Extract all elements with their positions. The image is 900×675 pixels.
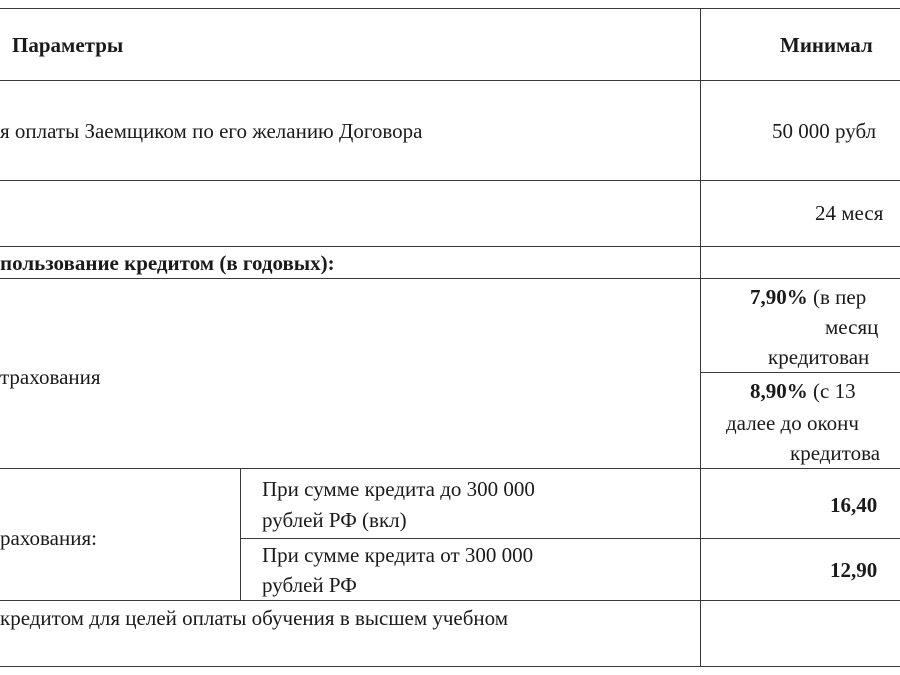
sub1-value: 16,40 <box>830 493 878 517</box>
rate-split-divider <box>700 372 900 373</box>
sub2-value: 12,90 <box>830 558 878 582</box>
term-value: 24 меся <box>815 201 884 225</box>
rate-section-label: пользование кредитом (в годовых): <box>0 251 335 275</box>
early-repayment-label: я оплаты Заемщиком по его желанию Договора <box>0 119 423 143</box>
row-divider-5 <box>0 600 900 601</box>
with-insurance-label: трахования <box>0 365 101 389</box>
rate-first-value: 7,90% <box>750 285 808 309</box>
without-insurance-label: рахования: <box>0 526 97 550</box>
rate-second-rest: (с 13 <box>813 379 856 403</box>
header-minimum: Минимал <box>780 33 873 57</box>
row-divider-3 <box>0 278 900 279</box>
early-repayment-value: 50 000 рубл <box>772 119 877 143</box>
rate-first-rest: (в пер <box>813 285 867 309</box>
header-params: Параметры <box>12 33 124 57</box>
rate-first-line3: кредитован <box>768 345 870 369</box>
rate-second-line3: кредитова <box>790 441 881 465</box>
rate-first-line1 <box>750 282 866 312</box>
column-divider-main <box>700 8 701 667</box>
rate-first-line2: месяц <box>825 315 879 339</box>
row-divider-4 <box>0 468 900 469</box>
table-border-bottom <box>0 666 900 667</box>
table-border-top <box>0 8 900 9</box>
sub-row-divider <box>240 538 900 539</box>
rate-second-value: 8,90% <box>750 379 808 403</box>
row-divider-2 <box>0 246 900 247</box>
rate-second-line2: далее до оконч <box>726 411 859 435</box>
sub2-line2: рублей РФ <box>262 573 357 597</box>
rate-second-line1 <box>750 376 856 406</box>
sub1-line1: При сумме кредита до 300 000 <box>262 477 535 501</box>
sub2-line1: При сумме кредита от 300 000 <box>262 543 534 567</box>
row-divider-1 <box>0 180 900 181</box>
column-divider-sub <box>240 468 241 600</box>
education-label: кредитом для целей оплаты обучения в высшем учебном <box>0 606 509 630</box>
header-divider <box>0 80 900 81</box>
sub1-line2: рублей РФ (вкл) <box>262 508 407 532</box>
